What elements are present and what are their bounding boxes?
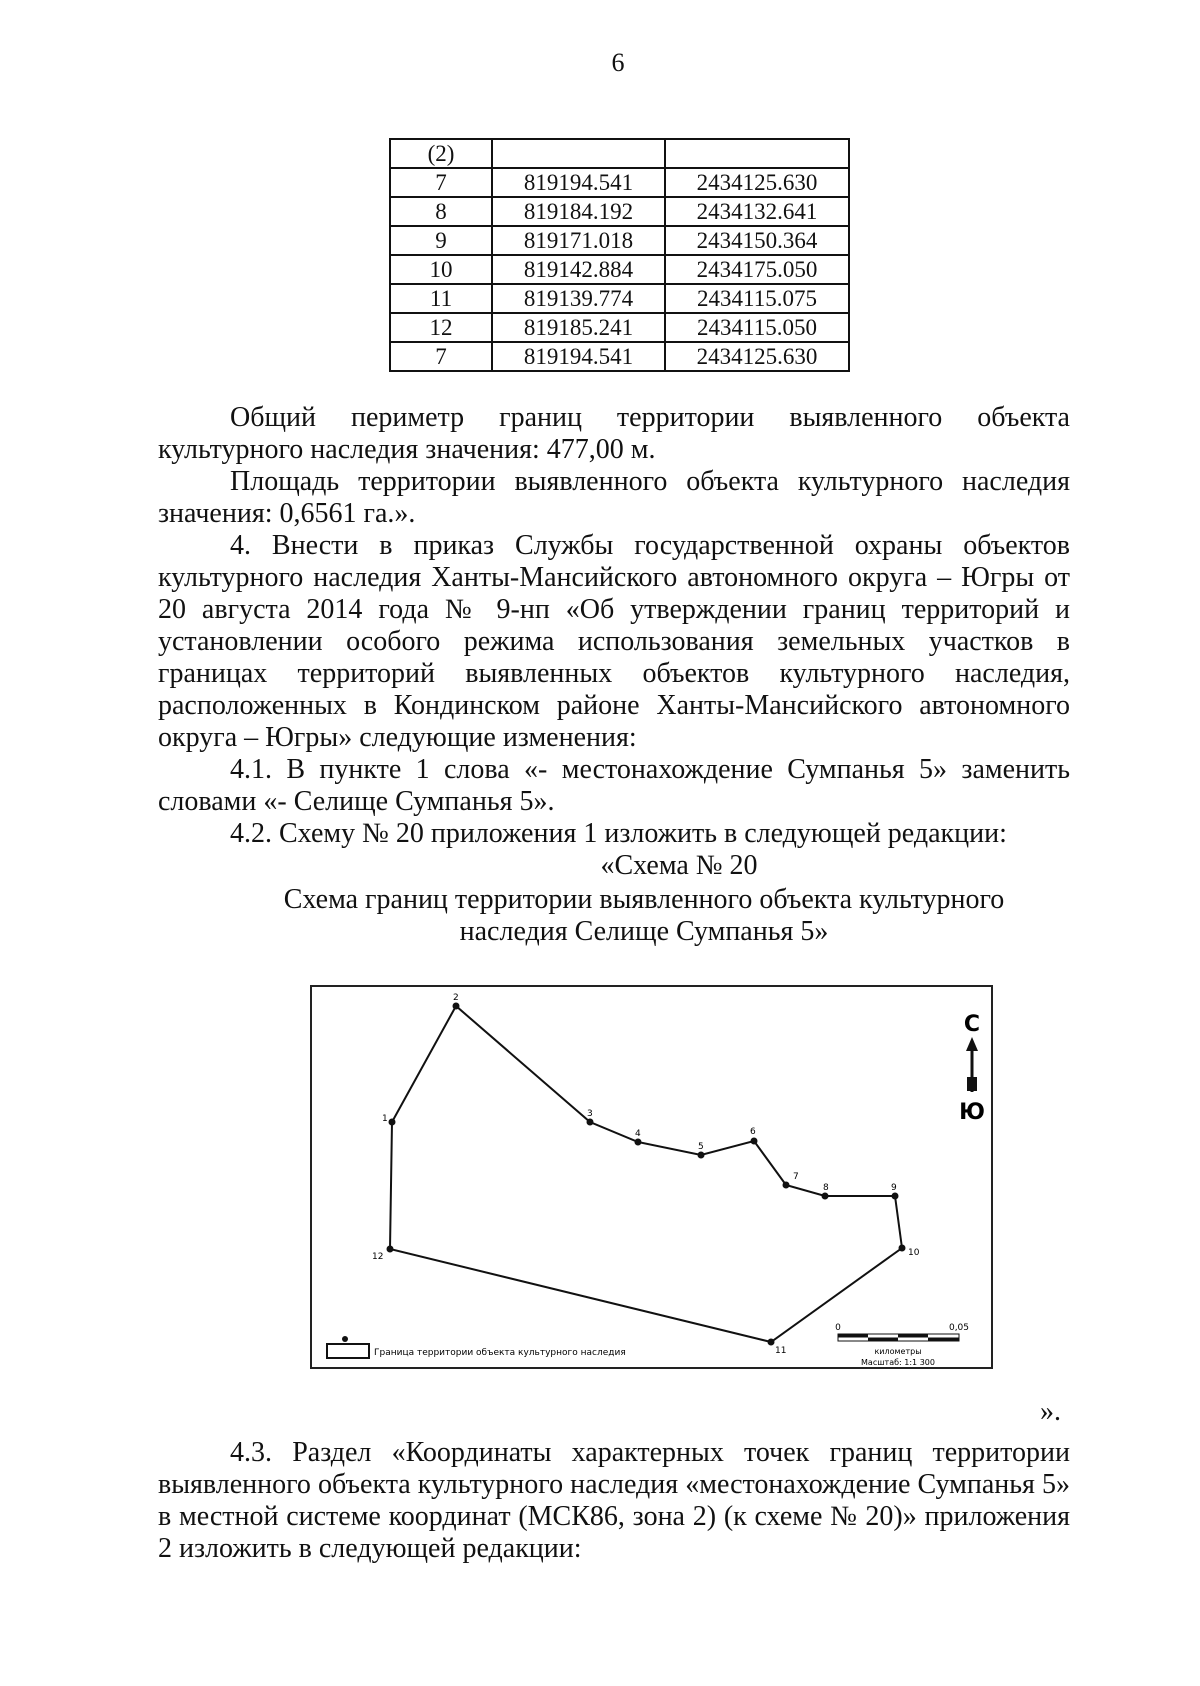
- x-coordinate-cell: 819139.774: [492, 284, 665, 313]
- coordinates-table: [389, 138, 850, 372]
- boundary-scheme-map: [310, 985, 993, 1369]
- scale-units-label: километры: [874, 1347, 922, 1356]
- x-coordinate-cell: 819194.541: [492, 168, 665, 197]
- area-paragraph: Площадь территории выявленного объекта культурного наследия значения: 0,6561 га.».: [158, 466, 1070, 529]
- item-4-paragraph: 4. Внести в приказ Службы государственной охраны объектов культурного наследия Ханты-Мансийского автономного округа – Югры от 20 августа 2014 года № 9-нп «Об утверждении границ территорий и установлении особого режима использования земельных участков в границах территорий выявленных объектов культурного наследия, расположенных в Кондинском районе Ханты-Мансийского автономного округа – Югры» следующие изменения:: [158, 530, 1070, 753]
- y-coordinate-cell: 2434150.364: [665, 226, 849, 255]
- point-number-cell: 7: [390, 342, 492, 371]
- item-4-3-paragraph: 4.3. Раздел «Координаты характерных точек границ территории выявленного объекта культурного наследия «местонахождение Сумпанья 5» в местной системе координат (МСК86, зона 2) (к схеме № 20)» приложения 2 изложить в следующей редакции:: [158, 1437, 1070, 1564]
- boundary-polygon: [390, 1006, 902, 1342]
- table-row: [390, 197, 849, 226]
- boundary-point-label: 10: [908, 1248, 920, 1258]
- boundary-point: [635, 1139, 642, 1146]
- boundary-point-label: 2: [453, 993, 459, 1003]
- boundary-point-label: 8: [823, 1183, 829, 1193]
- point-number-cell: 9: [390, 226, 492, 255]
- x-coordinate-cell: 819194.541: [492, 342, 665, 371]
- point-number-cell: 8: [390, 197, 492, 226]
- compass-north-label: С: [963, 1012, 981, 1037]
- perimeter-paragraph: Общий периметр границ территории выявленного объекта культурного наследия значения: 477,00 м.: [158, 402, 1070, 465]
- scale-start-label: 0: [835, 1323, 841, 1333]
- compass-icon: [959, 1012, 985, 1125]
- boundary-point: [768, 1339, 775, 1346]
- scale-end-label: 0,05: [948, 1323, 970, 1333]
- point-number-cell: 7: [390, 168, 492, 197]
- boundary-point-label: 1: [382, 1114, 388, 1124]
- point-number-cell: 10: [390, 255, 492, 284]
- page-number: 6: [611, 48, 625, 77]
- scheme-title-line-2: наследия Селище Сумпанья 5»: [459, 916, 829, 947]
- boundary-point-label: 12: [372, 1252, 384, 1262]
- map-legend: [327, 1336, 626, 1358]
- boundary-point: [387, 1246, 394, 1253]
- table-row: [390, 255, 849, 284]
- quote-end: ».: [1040, 1396, 1061, 1427]
- compass-south-label: Ю: [959, 1100, 985, 1125]
- scale-ratio-label: Масштаб: 1:1 300: [861, 1358, 935, 1367]
- y-coordinate-cell: 2434125.630: [665, 168, 849, 197]
- boundary-point-label: 3: [587, 1109, 593, 1119]
- boundary-point-label: 7: [793, 1172, 799, 1182]
- x-coordinate-cell: 819171.018: [492, 226, 665, 255]
- boundary-point: [751, 1138, 758, 1145]
- boundary-point-label: 5: [698, 1142, 704, 1152]
- boundary-point-label: 9: [891, 1183, 897, 1193]
- y-coordinate-cell: 2434175.050: [665, 255, 849, 284]
- boundary-point: [453, 1003, 460, 1010]
- x-coordinate-cell: 819184.192: [492, 197, 665, 226]
- boundary-point: [899, 1245, 906, 1252]
- y-coordinate-cell: 2434132.641: [665, 197, 849, 226]
- boundary-point-label: 6: [750, 1127, 756, 1137]
- body-text-upper: [158, 402, 1070, 948]
- table-row: [390, 168, 849, 197]
- map-drawing: [312, 987, 995, 1371]
- boundary-point-label: 11: [775, 1346, 787, 1356]
- y-coordinate-cell: [665, 139, 849, 168]
- boundary-point: [389, 1119, 396, 1126]
- boundary-point-label: 4: [635, 1129, 641, 1139]
- x-coordinate-cell: [492, 139, 665, 168]
- point-number-cell: 12: [390, 313, 492, 342]
- scheme-number: «Схема № 20: [600, 850, 758, 881]
- x-coordinate-cell: 819142.884: [492, 255, 665, 284]
- boundary-point: [783, 1182, 790, 1189]
- legend-symbol: [327, 1344, 369, 1358]
- scheme-title-line-1: Схема границ территории выявленного объекта культурного: [283, 884, 1005, 915]
- point-number-cell: 11: [390, 284, 492, 313]
- table-row: [390, 284, 849, 313]
- body-text-lower: [158, 1437, 1070, 1565]
- table-row: [390, 139, 849, 168]
- y-coordinate-cell: 2434115.075: [665, 284, 849, 313]
- y-coordinate-cell: 2434125.630: [665, 342, 849, 371]
- x-coordinate-cell: 819185.241: [492, 313, 665, 342]
- legend-label: Граница территории объекта культурного наследия: [374, 1348, 626, 1358]
- boundary-point: [698, 1152, 705, 1159]
- boundary-point: [587, 1119, 594, 1126]
- table-row: [390, 313, 849, 342]
- boundary-point: [892, 1193, 899, 1200]
- scale-bar: [835, 1323, 969, 1367]
- point-number-cell: (2): [390, 139, 492, 168]
- table-row: [390, 226, 849, 255]
- y-coordinate-cell: 2434115.050: [665, 313, 849, 342]
- item-4-2-paragraph: 4.2. Схему № 20 приложения 1 изложить в следующей редакции:: [230, 818, 1007, 849]
- boundary-point: [822, 1193, 829, 1200]
- table-row: [390, 342, 849, 371]
- item-4-1-paragraph: 4.1. В пункте 1 слова «- местонахождение Сумпанья 5» заменить словами «- Селище Сумпанья 5».: [158, 754, 1070, 817]
